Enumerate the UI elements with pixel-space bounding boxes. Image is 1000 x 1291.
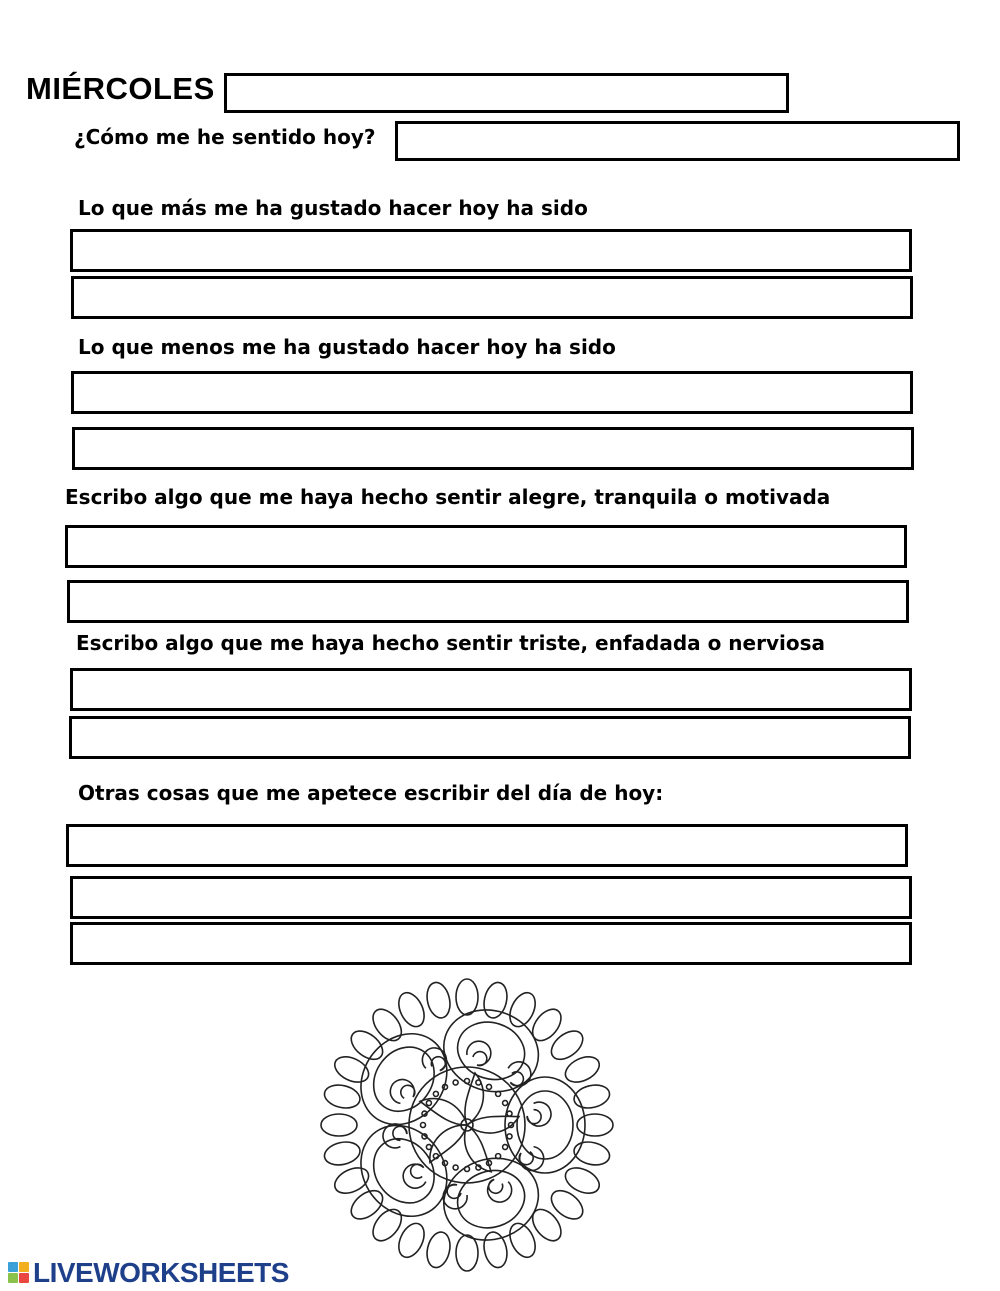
mandala-stroke: [546, 1025, 588, 1065]
mandala-stroke: [465, 1073, 484, 1125]
mandala-stroke: [456, 979, 478, 1015]
mandala-stroke: [467, 1041, 491, 1065]
liked-most-answer-field-1[interactable]: [70, 229, 912, 272]
mandala-stroke: [527, 1004, 567, 1046]
mandala-stroke: [465, 1167, 470, 1172]
mandala-stroke: [546, 1185, 588, 1225]
day-answer-field[interactable]: [224, 73, 789, 113]
liked-least-answer-field-1[interactable]: [71, 371, 913, 414]
mandala-stroke: [424, 1230, 453, 1270]
mandala-stroke: [486, 1083, 493, 1090]
other-question-label: Otras cosas que me apetece escribir del día de hoy:: [78, 781, 664, 805]
mandala-stroke: [443, 1184, 467, 1208]
mandala-stroke: [453, 1079, 459, 1085]
mandala-stroke: [367, 1004, 407, 1046]
mandala-stroke: [321, 1114, 357, 1136]
mandala-stroke: [502, 1100, 509, 1107]
mandala-stroke: [466, 1107, 521, 1141]
mandala-stroke: [502, 1057, 536, 1091]
mandala-stroke: [398, 1159, 432, 1193]
liked-least-question-label: Lo que menos me ha gustado hacer hoy ha sido: [78, 335, 616, 359]
mandala-stroke: [483, 1173, 517, 1207]
feeling-answer-field[interactable]: [395, 121, 960, 161]
day-title: MIÉRCOLES: [26, 71, 215, 106]
happy-answer-field-2[interactable]: [67, 580, 909, 623]
mandala-illustration: [305, 975, 630, 1275]
mandala-stroke: [523, 1099, 554, 1129]
mandala-stroke: [453, 1164, 459, 1170]
sad-question-label: Escribo algo que me haya hecho sentir triste, enfadada o nerviosa: [76, 631, 826, 655]
other-answer-field-2[interactable]: [70, 876, 912, 919]
mandala-stroke: [465, 1079, 470, 1084]
other-answer-field-1[interactable]: [66, 824, 908, 867]
mandala-stroke: [456, 1235, 478, 1271]
sad-answer-field-1[interactable]: [70, 668, 912, 711]
mandala-stroke: [421, 1123, 426, 1128]
happy-answer-field-1[interactable]: [65, 525, 907, 568]
liked-most-answer-field-2[interactable]: [71, 276, 913, 319]
liked-most-question-label: Lo que más me ha gustado hacer hoy ha sido: [78, 196, 588, 220]
mandala-stroke: [577, 1114, 613, 1136]
liveworksheets-mark-icon: [8, 1260, 30, 1286]
liveworksheets-brand: LIVEWORKSHEETS: [33, 1257, 289, 1288]
mandala-stroke: [421, 1111, 427, 1117]
liveworksheets-logo: [8, 1258, 289, 1288]
mandala-stroke: [322, 1139, 362, 1168]
happy-question-label: Escribo algo que me haya hecho sentir alegre, tranquila o motivada: [65, 485, 831, 509]
sad-answer-field-2[interactable]: [69, 716, 911, 759]
mandala-stroke: [432, 1090, 439, 1097]
liked-least-answer-field-2[interactable]: [72, 427, 914, 470]
other-answer-field-3[interactable]: [70, 922, 912, 965]
mandala-stroke: [502, 1144, 509, 1151]
mandala-stroke: [421, 1133, 427, 1139]
mandala-stroke: [424, 980, 453, 1020]
mandala-stroke: [367, 1204, 407, 1246]
mandala-stroke: [322, 1082, 362, 1111]
mandala-stroke: [506, 1133, 512, 1139]
mandala-stroke: [527, 1204, 567, 1246]
feeling-question-label: ¿Cómo me he sentido hoy?: [74, 125, 376, 149]
